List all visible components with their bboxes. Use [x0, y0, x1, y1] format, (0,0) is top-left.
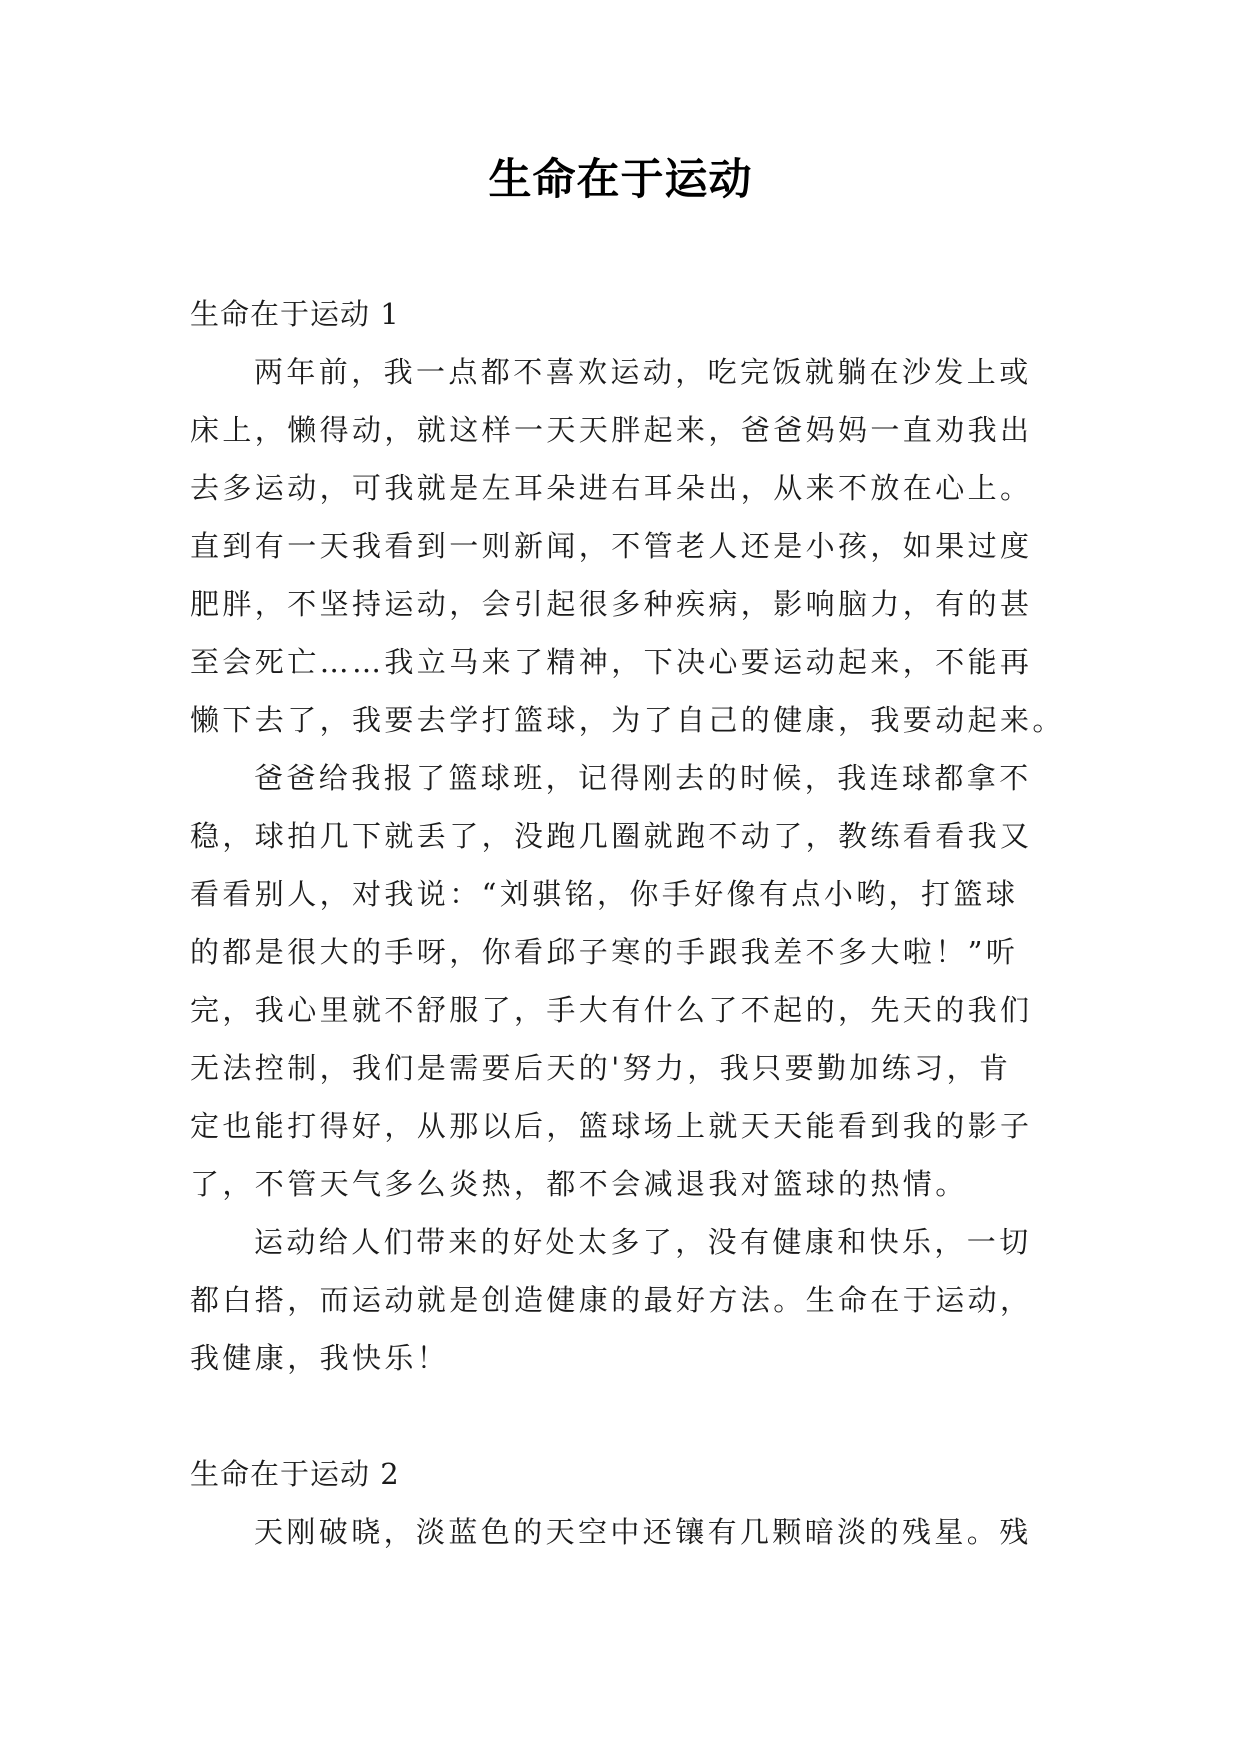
- text-line: 至会死亡……我立马来了精神，下决心要运动起来，不能再: [190, 645, 1033, 679]
- document-title: 生命在于运动: [488, 155, 753, 205]
- paragraph-1-2: [190, 749, 1070, 1213]
- section-spacer: [190, 1387, 1070, 1445]
- section-heading-2: 生命在于运动 2: [190, 1457, 400, 1491]
- text-line: 无法控制，我们是需要后天的'努力，我只要勤加练习，肯: [190, 1051, 1012, 1085]
- text-line: 天刚破晓，淡蓝色的天空中还镶有几颗暗淡的残星。残: [254, 1515, 1032, 1549]
- text-line: 都白搭，而运动就是创造健康的最好方法。生命在于运动，: [190, 1283, 1033, 1317]
- section-heading-1: 生命在于运动 1: [190, 297, 400, 331]
- text-line: 两年前，我一点都不喜欢运动，吃完饭就躺在沙发上或: [254, 355, 1032, 389]
- text-line: 床上，懒得动，就这样一天天胖起来，爸爸妈妈一直劝我出: [190, 413, 1033, 447]
- paragraph-2-1: [190, 1503, 1070, 1561]
- text-line: 稳，球拍几下就丢了，没跑几圈就跑不动了，教练看看我又: [190, 819, 1033, 853]
- text-line: 爸爸给我报了篮球班，记得刚去的时候，我连球都拿不: [254, 761, 1032, 795]
- text-line: 看看别人，对我说：“刘骐铭，你手好像有点小哟，打篮球: [190, 877, 1019, 911]
- section-1: [190, 285, 1070, 1387]
- text-line: 我健康，我快乐！: [190, 1341, 450, 1375]
- text-line: 定也能打得好，从那以后，篮球场上就天天能看到我的影子: [190, 1109, 1033, 1143]
- text-line: 去多运动，可我就是左耳朵进右耳朵出，从来不放在心上。: [190, 471, 1033, 505]
- document-body: [190, 285, 1070, 1561]
- text-line: 懒下去了，我要去学打篮球，为了自己的健康，我要动起来。: [190, 703, 1065, 737]
- text-line: 完，我心里就不舒服了，手大有什么了不起的，先天的我们: [190, 993, 1033, 1027]
- section-2: [190, 1445, 1070, 1561]
- text-line: 直到有一天我看到一则新闻，不管老人还是小孩，如果过度: [190, 529, 1033, 563]
- paragraph-1-1: [190, 343, 1070, 749]
- text-line: 的都是很大的手呀，你看邱子寒的手跟我差不多大啦！”听: [190, 935, 1019, 969]
- text-line: 肥胖，不坚持运动，会引起很多种疾病，影响脑力，有的甚: [190, 587, 1033, 621]
- text-line: 运动给人们带来的好处太多了，没有健康和快乐，一切: [254, 1225, 1032, 1259]
- paragraph-1-3: [190, 1213, 1070, 1387]
- text-line: 了，不管天气多么炎热，都不会减退我对篮球的热情。: [190, 1167, 968, 1201]
